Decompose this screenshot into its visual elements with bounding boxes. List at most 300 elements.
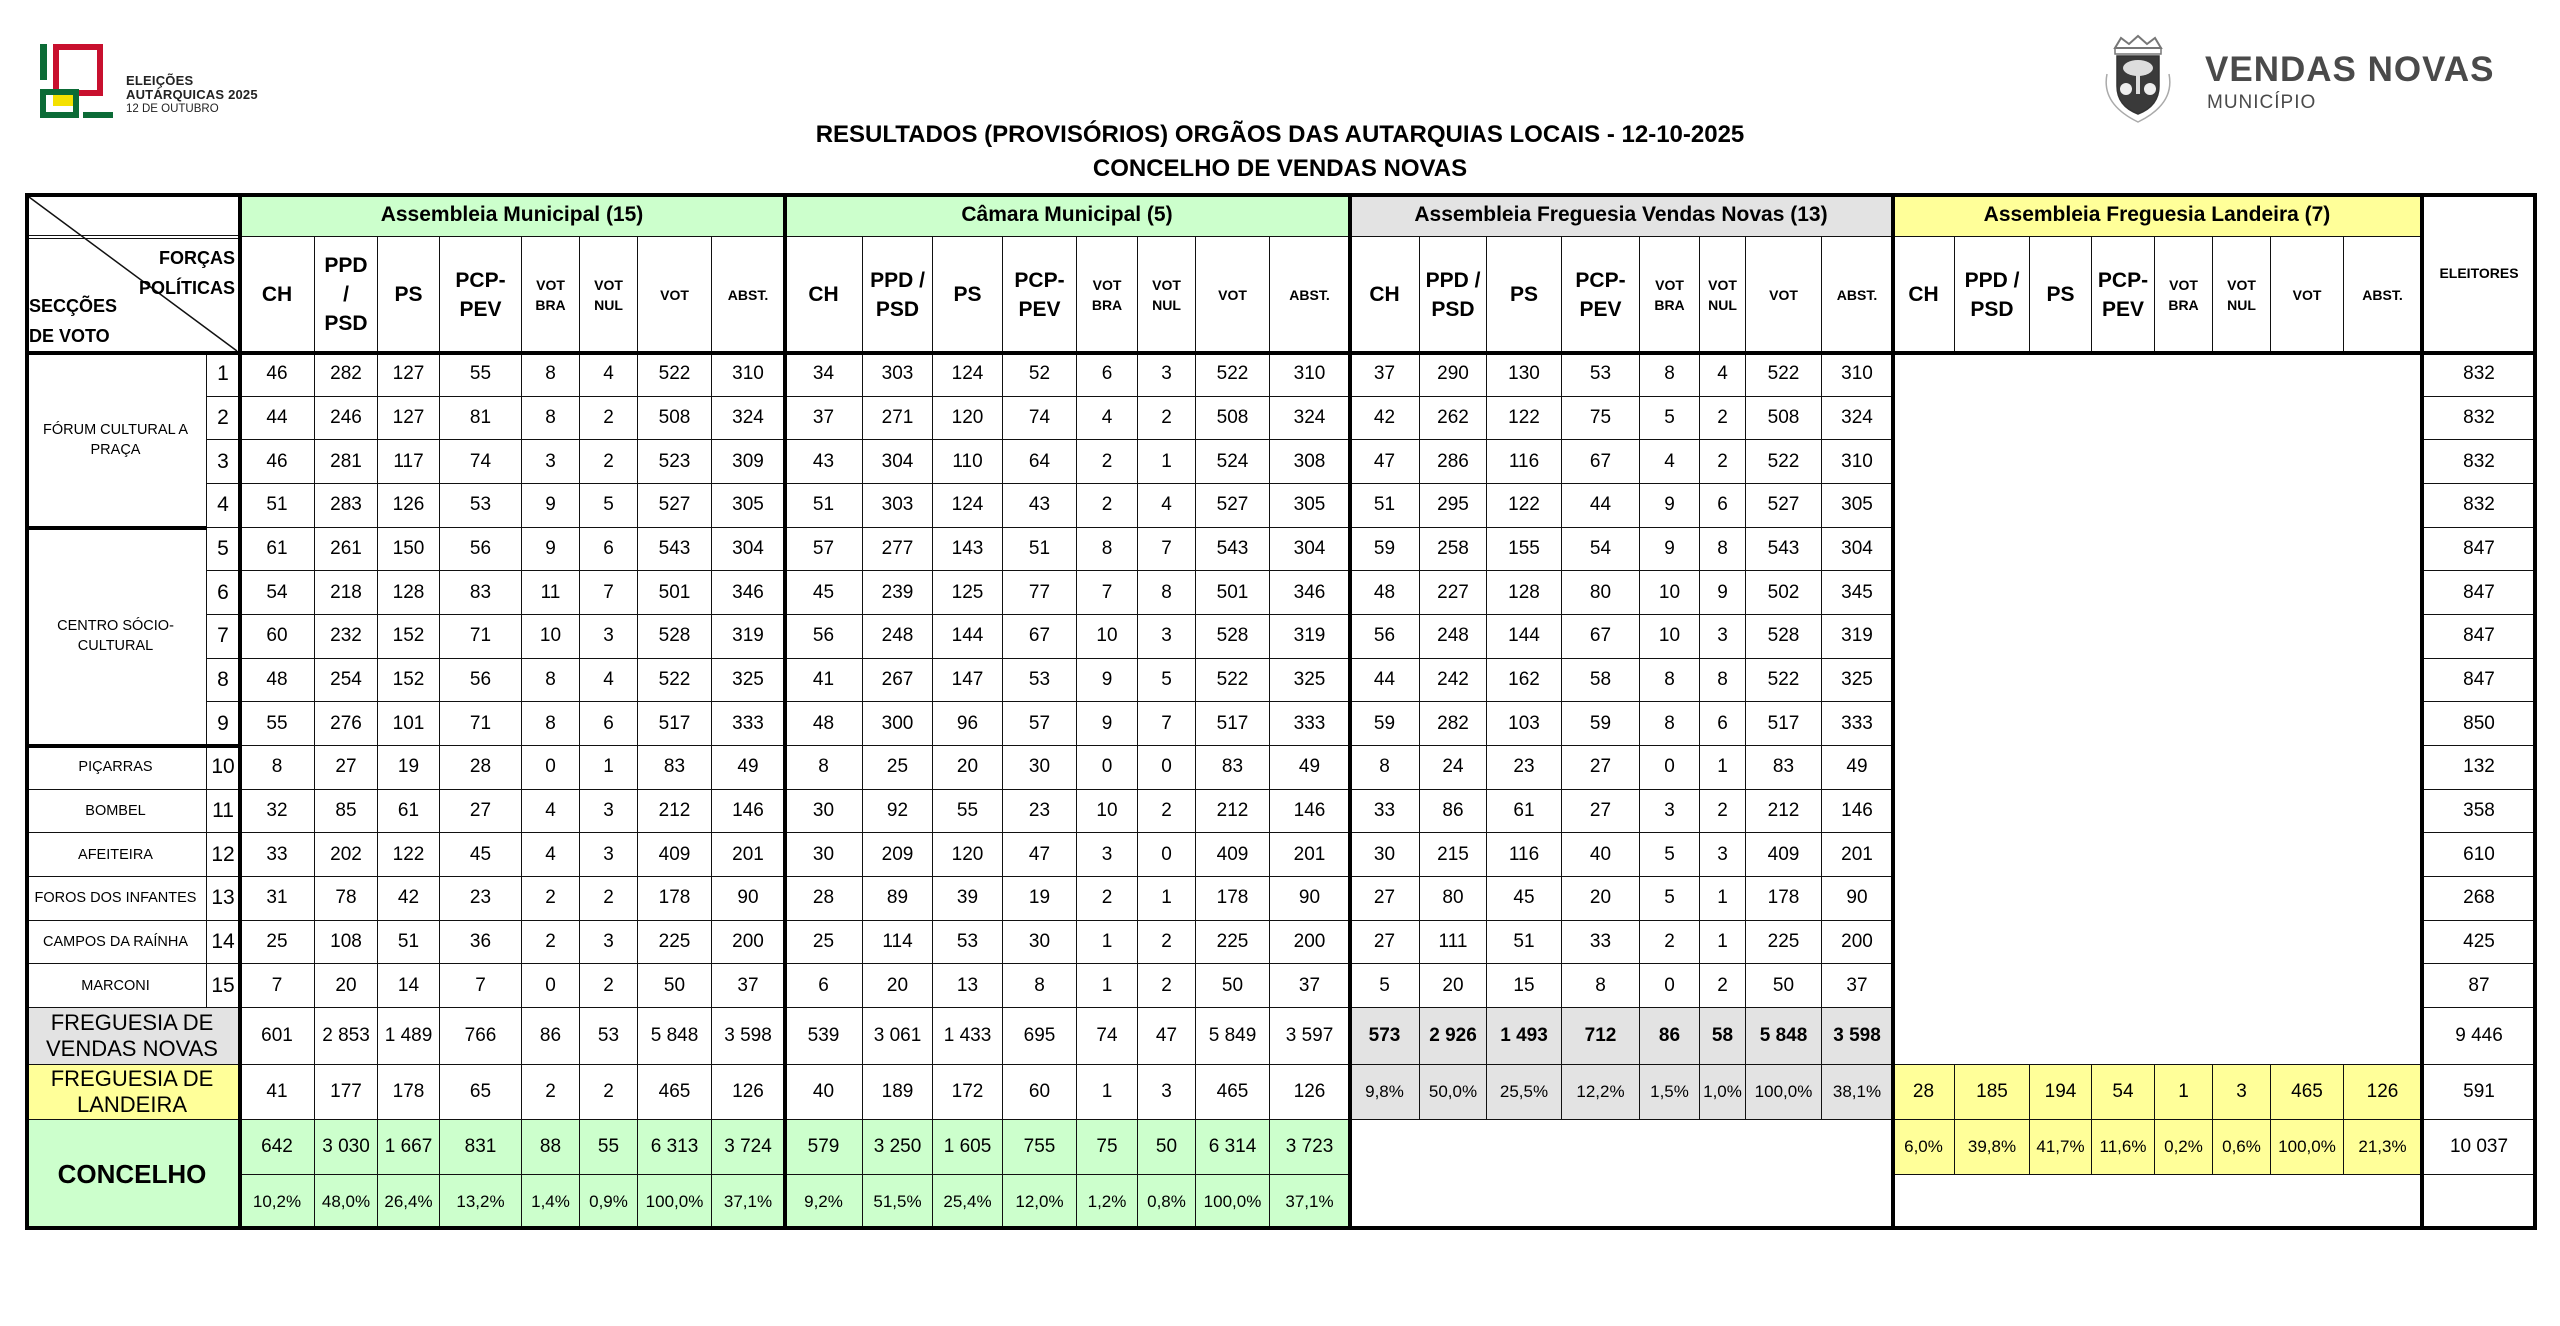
total-cell: 3 250 [863,1120,933,1175]
vote-cell: 3 [1700,615,1746,659]
column-header [933,237,1003,353]
vote-cell: 45 [440,833,522,877]
vote-cell: 50 [1746,964,1822,1008]
percent-cell: 12,0% [1003,1175,1077,1230]
vote-cell: 501 [638,571,712,615]
vote-cell: 346 [1270,571,1350,615]
total-cell: 3 598 [1822,1008,1893,1065]
eleitores-cell: 425 [2422,921,2537,965]
total-cell: 579 [785,1120,863,1175]
vote-cell: 277 [863,528,933,572]
column-header [1562,237,1640,353]
vote-cell: 543 [1746,528,1822,572]
vote-cell: 2 [522,921,580,965]
total-cell: 2 853 [315,1008,378,1065]
logo-green-square-icon [40,89,79,118]
logo-line-1: ELEIÇÕES [126,73,194,88]
vote-cell: 178 [1196,877,1270,921]
group-header-am: Assembleia Municipal (15) [240,193,785,237]
percent-cell: 0,6% [2213,1120,2271,1175]
vote-cell: 10 [1077,615,1138,659]
vote-cell: 42 [378,877,440,921]
vote-cell: 200 [1822,921,1893,965]
vote-cell: 0 [1138,746,1196,790]
vote-cell: 75 [1562,397,1640,441]
vote-cell: 232 [315,615,378,659]
vote-cell: 6 [785,964,863,1008]
vote-cell: 1 [1700,877,1746,921]
column-header-label: ABST. [2362,286,2403,303]
vote-cell: 9 [1077,702,1138,746]
vote-cell: 77 [1003,571,1077,615]
vote-cell: 5 [1138,659,1196,703]
vote-cell: 3 [1700,833,1746,877]
vote-cell: 6 [580,702,638,746]
vote-cell: 80 [1420,877,1487,921]
vote-cell: 53 [440,484,522,528]
vote-cell: 144 [1487,615,1562,659]
total-cell: 5 848 [638,1008,712,1065]
percent-cell: 51,5% [863,1175,933,1230]
total-cell: 177 [315,1065,378,1120]
vote-cell: 258 [1420,528,1487,572]
vote-cell: 523 [638,440,712,484]
vote-cell: 4 [1138,484,1196,528]
vote-cell: 528 [1746,615,1822,659]
polling-location: MARCONI [25,964,207,1008]
column-header-label: PCP- PEV [1014,268,1065,321]
column-header [2344,237,2422,353]
percent-cell: 9,8% [1350,1065,1420,1120]
vote-cell: 212 [1196,790,1270,834]
vote-cell: 9 [522,484,580,528]
afl-empty-block [1893,1175,2422,1230]
total-cell: 1 489 [378,1008,440,1065]
percent-cell: 37,1% [712,1175,785,1230]
section-number: 13 [207,877,240,921]
total-cell: 55 [580,1120,638,1175]
column-header [378,237,440,353]
vote-cell: 61 [378,790,440,834]
column-header [2092,237,2155,353]
vote-cell: 30 [1350,833,1420,877]
column-header [2213,237,2271,353]
total-label-freguesia-landeira: FREGUESIA DE LANDEIRA [25,1065,240,1120]
vote-cell: 2 [580,877,638,921]
vote-cell: 74 [1003,397,1077,441]
section-number: 7 [207,615,240,659]
vote-cell: 522 [638,353,712,397]
vote-cell: 85 [315,790,378,834]
vote-cell: 114 [863,921,933,965]
column-header-label: PS [1509,283,1538,306]
vote-cell: 124 [933,484,1003,528]
vote-cell: 48 [785,702,863,746]
column-header [1487,237,1562,353]
vote-cell: 90 [1270,877,1350,921]
column-header [2030,237,2092,353]
vote-cell: 303 [863,484,933,528]
vote-cell: 42 [1350,397,1420,441]
vote-cell: 4 [1700,353,1746,397]
vote-cell: 6 [1077,353,1138,397]
corner-label-seccoes: SECÇÕES [29,296,118,316]
vote-cell: 1 [1077,964,1138,1008]
total-cell: 2 [580,1065,638,1120]
total-cell: 53 [580,1008,638,1065]
polling-location: PIÇARRAS [25,746,207,790]
percent-cell: 41,7% [2030,1120,2092,1175]
vote-cell: 304 [863,440,933,484]
vote-cell: 46 [240,353,315,397]
vote-cell: 20 [1562,877,1640,921]
percent-cell: 0,8% [1138,1175,1196,1230]
vote-cell: 522 [1746,659,1822,703]
vote-cell: 37 [1350,353,1420,397]
vote-cell: 46 [240,440,315,484]
vote-cell: 49 [1822,746,1893,790]
vote-cell: 51 [378,921,440,965]
vote-cell: 126 [378,484,440,528]
vote-cell: 8 [1700,659,1746,703]
column-header [712,237,785,353]
vote-cell: 90 [1822,877,1893,921]
vote-cell: 43 [785,440,863,484]
vote-cell: 27 [1562,790,1640,834]
vote-cell: 49 [1270,746,1350,790]
vote-cell: 28 [440,746,522,790]
column-header [1138,237,1196,353]
vote-cell: 2 [1077,877,1138,921]
municipality-subtitle: MUNICÍPIO [2207,92,2317,113]
vote-cell: 71 [440,615,522,659]
vote-cell: 2 [1077,440,1138,484]
vote-cell: 50 [1196,964,1270,1008]
vote-cell: 47 [1003,833,1077,877]
column-header [2271,237,2344,353]
vote-cell: 246 [315,397,378,441]
column-header [580,237,638,353]
total-cell: 54 [2092,1065,2155,1120]
eleitores-empty [2422,1175,2537,1230]
vote-cell: 319 [712,615,785,659]
vote-cell: 325 [712,659,785,703]
vote-cell: 47 [1350,440,1420,484]
vote-cell: 37 [1822,964,1893,1008]
vote-cell: 305 [1270,484,1350,528]
vote-cell: 304 [1270,528,1350,572]
column-header-label: PS [953,283,982,306]
vote-cell: 103 [1487,702,1562,746]
vote-cell: 28 [785,877,863,921]
vote-cell: 8 [1640,353,1700,397]
vote-cell: 178 [1746,877,1822,921]
vote-cell: 61 [1487,790,1562,834]
total-cell: 465 [1196,1065,1270,1120]
vote-cell: 517 [1746,702,1822,746]
vote-cell: 543 [1196,528,1270,572]
polling-location: FÓRUM CULTURAL A PRAÇA [25,353,207,528]
vote-cell: 201 [712,833,785,877]
eleitores-cell: 847 [2422,571,2537,615]
vote-cell: 283 [315,484,378,528]
vote-cell: 218 [315,571,378,615]
column-header [1822,237,1893,353]
column-header-label: VOT BRA [1091,276,1123,313]
vote-cell: 83 [440,571,522,615]
total-cell: 3 598 [712,1008,785,1065]
vote-cell: 8 [1640,659,1700,703]
column-header [1350,237,1420,353]
vote-cell: 4 [1077,397,1138,441]
vote-cell: 122 [1487,484,1562,528]
eleitores-cell: 847 [2422,528,2537,572]
total-cell: 6 314 [1196,1120,1270,1175]
total-cell: 185 [1955,1065,2030,1120]
page-title: RESULTADOS (PROVISÓRIOS) ORGÃOS DAS AUTARQUIAS LOCAIS - 12-10-2025 [815,121,1745,148]
total-cell: 41 [240,1065,315,1120]
vote-cell: 5 [1640,397,1700,441]
total-cell: 1 605 [933,1120,1003,1175]
vote-cell: 3 [580,833,638,877]
vote-cell: 282 [315,353,378,397]
total-cell: 1 493 [1487,1008,1562,1065]
vote-cell: 262 [1420,397,1487,441]
vote-cell: 53 [933,921,1003,965]
vote-cell: 20 [863,964,933,1008]
percent-cell: 21,3% [2344,1120,2422,1175]
vote-cell: 60 [240,615,315,659]
section-number: 1 [207,353,240,397]
vote-cell: 59 [1350,702,1420,746]
vote-cell: 5 [1640,833,1700,877]
total-cell: 465 [638,1065,712,1120]
vote-cell: 501 [1196,571,1270,615]
vote-cell: 20 [315,964,378,1008]
vote-cell: 10 [1077,790,1138,834]
total-label-concelho: CONCELHO [25,1120,240,1230]
total-cell: 3 597 [1270,1008,1350,1065]
vote-cell: 24 [1420,746,1487,790]
section-number: 11 [207,790,240,834]
vote-cell: 9 [1640,528,1700,572]
percent-cell: 10,2% [240,1175,315,1230]
vote-cell: 527 [638,484,712,528]
vote-cell: 1 [1138,877,1196,921]
vote-cell: 304 [1822,528,1893,572]
section-number: 15 [207,964,240,1008]
vote-cell: 33 [240,833,315,877]
vote-cell: 502 [1746,571,1822,615]
vote-cell: 310 [712,353,785,397]
total-cell: 539 [785,1008,863,1065]
column-header-label: PCP- PEV [2097,268,2149,321]
vote-cell: 333 [1822,702,1893,746]
vote-cell: 304 [712,528,785,572]
vote-cell: 14 [378,964,440,1008]
eleitores-total-landeira: 591 [2422,1065,2537,1120]
vote-cell: 25 [863,746,933,790]
vote-cell: 209 [863,833,933,877]
vote-cell: 120 [933,833,1003,877]
vote-cell: 67 [1562,615,1640,659]
vote-cell: 225 [1746,921,1822,965]
vote-cell: 162 [1487,659,1562,703]
vote-cell: 48 [240,659,315,703]
vote-cell: 23 [1003,790,1077,834]
vote-cell: 144 [933,615,1003,659]
column-header [1003,237,1077,353]
vote-cell: 508 [638,397,712,441]
vote-cell: 20 [933,746,1003,790]
vote-cell: 51 [785,484,863,528]
column-header-label: PPD / PSD [1964,268,2020,321]
vote-cell: 130 [1487,353,1562,397]
vote-cell: 125 [933,571,1003,615]
vote-cell: 212 [638,790,712,834]
column-header [240,237,315,353]
page-subtitle: CONCELHO DE VENDAS NOVAS [1092,155,1468,182]
vote-cell: 8 [522,659,580,703]
total-cell: 831 [440,1120,522,1175]
vote-cell: 319 [1270,615,1350,659]
total-cell: 766 [440,1008,522,1065]
vote-cell: 178 [638,877,712,921]
column-header-label: VOT NUL [594,276,623,313]
vote-cell: 117 [378,440,440,484]
vote-cell: 8 [785,746,863,790]
vote-cell: 8 [522,397,580,441]
vote-cell: 3 [1640,790,1700,834]
group-header-afl: Assembleia Freguesia Landeira (7) [1893,193,2422,237]
percent-cell: 100,0% [1746,1065,1822,1120]
vote-cell: 52 [1003,353,1077,397]
vote-cell: 51 [1003,528,1077,572]
vote-cell: 8 [1077,528,1138,572]
vote-cell: 30 [785,833,863,877]
percent-cell: 0,2% [2155,1120,2213,1175]
vote-cell: 309 [712,440,785,484]
column-header-label: VOT BRA [535,276,566,313]
eleitores-cell: 832 [2422,440,2537,484]
vote-cell: 90 [712,877,785,921]
column-header [315,237,378,353]
percent-cell: 100,0% [2271,1120,2344,1175]
vote-cell: 3 [522,440,580,484]
vote-cell: 6 [580,528,638,572]
column-header-label: VOT NUL [1708,276,1737,313]
vote-cell: 527 [1196,484,1270,528]
eleitores-cell: 268 [2422,877,2537,921]
vote-cell: 152 [378,615,440,659]
total-cell: 573 [1350,1008,1420,1065]
vote-cell: 30 [785,790,863,834]
total-cell: 2 [522,1065,580,1120]
vote-cell: 248 [1420,615,1487,659]
total-cell: 60 [1003,1065,1077,1120]
column-header-label: ABST. [1836,286,1878,303]
vote-cell: 81 [440,397,522,441]
percent-cell: 1,5% [1640,1065,1700,1120]
vote-cell: 54 [1562,528,1640,572]
vote-cell: 32 [240,790,315,834]
vote-cell: 2 [1700,440,1746,484]
vote-cell: 37 [712,964,785,1008]
vote-cell: 5 [1640,877,1700,921]
vote-cell: 74 [440,440,522,484]
column-header-label: PPD / PSD [324,254,368,335]
vote-cell: 212 [1746,790,1822,834]
municipality-logo [2093,34,2513,124]
vote-cell: 34 [785,353,863,397]
vote-cell: 225 [1196,921,1270,965]
column-header-label: ABST. [727,286,769,303]
vote-cell: 53 [1003,659,1077,703]
vote-cell: 308 [1270,440,1350,484]
vote-cell: 110 [933,440,1003,484]
vote-cell: 1 [1700,746,1746,790]
vote-cell: 51 [1487,921,1562,965]
vote-cell: 6 [1700,484,1746,528]
vote-cell: 3 [1077,833,1138,877]
section-number: 10 [207,746,240,790]
vote-cell: 120 [933,397,1003,441]
section-number: 9 [207,702,240,746]
vote-cell: 58 [1562,659,1640,703]
total-cell: 755 [1003,1120,1077,1175]
vote-cell: 7 [1077,571,1138,615]
vote-cell: 56 [1350,615,1420,659]
percent-cell: 1,2% [1077,1175,1138,1230]
column-header-label: VOT NUL [1152,276,1181,313]
total-cell: 1 433 [933,1008,1003,1065]
percent-cell: 6,0% [1893,1120,1955,1175]
column-header [1640,237,1700,353]
results-table [25,193,2537,1230]
vote-cell: 282 [1420,702,1487,746]
vote-cell: 57 [1003,702,1077,746]
total-cell: 3 724 [712,1120,785,1175]
vote-cell: 409 [1746,833,1822,877]
percent-cell: 1,0% [1700,1065,1746,1120]
vote-cell: 271 [863,397,933,441]
vote-cell: 56 [440,528,522,572]
eleitores-cell: 847 [2422,659,2537,703]
eleitores-cell: 832 [2422,353,2537,397]
column-header-label: VOT [1769,286,1798,303]
percent-cell: 39,8% [1955,1120,2030,1175]
vote-cell: 276 [315,702,378,746]
vote-cell: 37 [1270,964,1350,1008]
eleitores-cell: 132 [2422,746,2537,790]
column-header-label: PS [394,283,423,306]
percent-cell: 37,1% [1270,1175,1350,1230]
vote-cell: 27 [1562,746,1640,790]
group-divider [1891,193,1895,1230]
vote-cell: 59 [1562,702,1640,746]
vote-cell: 23 [1487,746,1562,790]
vote-cell: 1 [580,746,638,790]
vote-cell: 122 [1487,397,1562,441]
vote-cell: 3 [580,921,638,965]
percent-cell: 12,2% [1562,1065,1640,1120]
vote-cell: 44 [1562,484,1640,528]
column-header-label: VOT [660,286,689,303]
percent-cell: 48,0% [315,1175,378,1230]
total-cell: 126 [712,1065,785,1120]
column-header [638,237,712,353]
vote-cell: 517 [1196,702,1270,746]
